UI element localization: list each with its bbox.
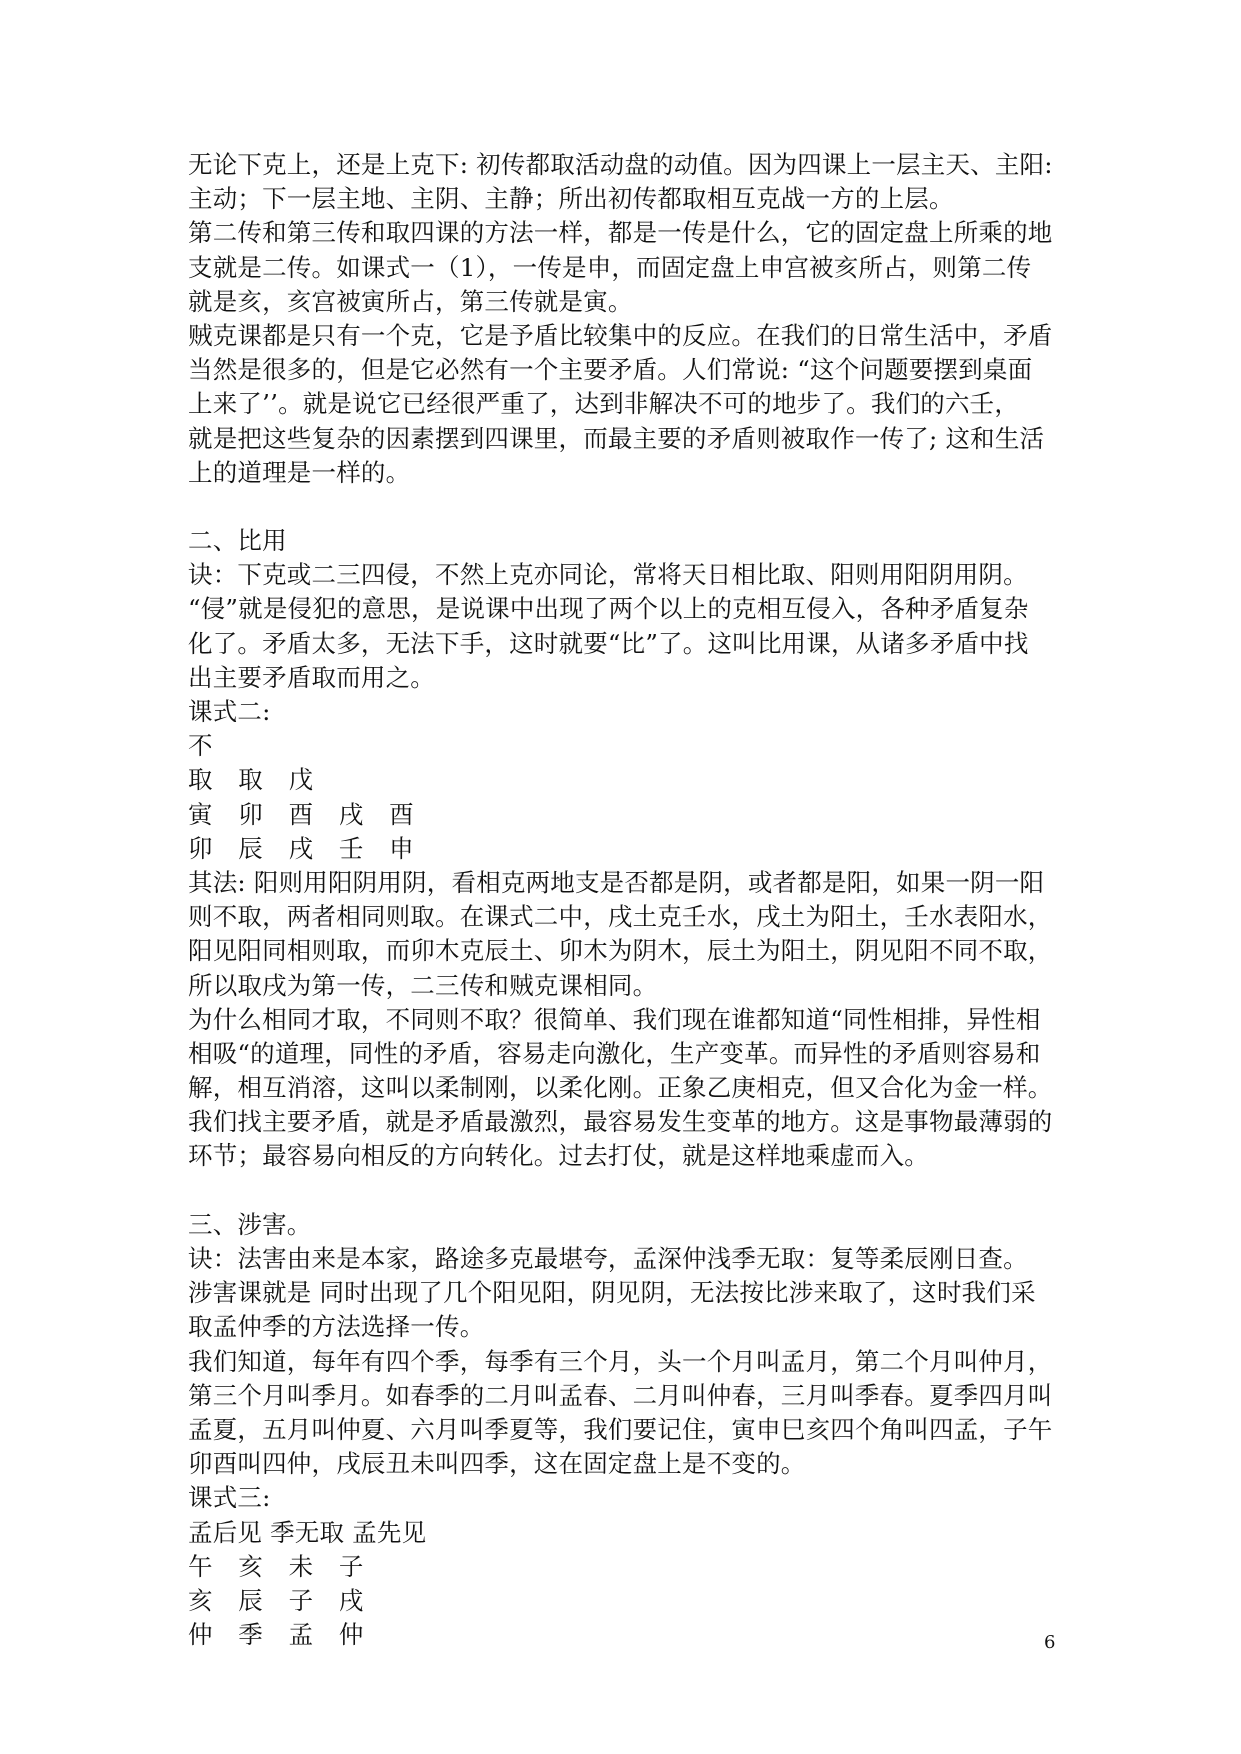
text-line: 则不取，两者相同则取。在课式二中，戌土克壬水，戌土为阳土，壬水表阳水， (188, 902, 1053, 932)
text-line: 化了。矛盾太多，无法下手，这时就要“比”了。这叫比用课，从诸多矛盾中找 (188, 628, 1029, 658)
text-line: 孟夏，五月叫仲夏、六月叫季夏等，我们要记住，寅申巳亥四个角叫四孟，子午 (188, 1414, 1053, 1444)
example-label: 课式二: (188, 697, 271, 726)
blank-line (188, 490, 1058, 524)
example-row: 亥 辰 子 戌 (188, 1585, 373, 1615)
text-line: 第三个月叫季月。如春季的二月叫孟春、二月叫仲春，三月叫季春。夏季四月叫 (188, 1380, 1053, 1410)
example-row: 取 取 戊 (188, 765, 323, 795)
text-line: 为什么相同才取，不同则不取？很简单、我们现在谁都知道“同性相排，异性相 (188, 1004, 1041, 1034)
text-line: 相吸“的道理，同性的矛盾，容易走向激化，生产变革。而异性的矛盾则容易和 (188, 1038, 1041, 1068)
example-row: 不 (188, 731, 222, 761)
example-label: 课式三: (188, 1483, 271, 1513)
text-line: 所以取戌为第一传，二三传和贼克课相同。 (188, 970, 658, 1000)
text-line: 无论下克上，还是上克下: 初传都取活动盘的动值。因为四课上一层主天、主阳: (188, 150, 1053, 179)
section-heading-shehai: 三、涉害。 (188, 1209, 312, 1239)
text-line: 卯酉叫四仲，戌辰丑未叫四季，这在固定盘上是不变的。 (188, 1449, 806, 1479)
example-row: 午 亥 未 子 (188, 1551, 373, 1581)
text-line: 诀：下克或二三四侵，不然上克亦同论，常将天日相比取、阳则用阳阴用阴。 (188, 560, 1028, 590)
text-line: 上的道理是一样的。 (188, 457, 411, 487)
text-line: 环节；最容易向相反的方向转化。过去打仗，就是这样地乘虚而入。 (188, 1141, 929, 1171)
text-line: 涉害课就是 同时出现了几个阳见阳，阴见阴，无法按比涉来取了，这时我们采 (188, 1278, 1036, 1308)
text-line: 第二传和第三传和取四课的方法一样，都是一传是什么，它的固定盘上所乘的地 (188, 218, 1053, 248)
text-line: 当然是很多的，但是它必然有一个主要矛盾。人们常说: “这个问题要摆到桌面 (188, 355, 1033, 385)
page-number: 6 (1044, 1632, 1056, 1653)
example-row: 寅 卯 酉 戌 酉 (188, 799, 423, 829)
example-row: 孟后见 季无取 孟先见 (188, 1517, 427, 1547)
example-row: 卯 辰 戌 壬 申 (188, 833, 423, 863)
blank-line (188, 1174, 1058, 1208)
text-line: 就是把这些复杂的因素摆到四课里，而最主要的矛盾则被取作一传了; 这和生活 (188, 423, 1045, 453)
text-line: 我们知道，每年有四个季，每季有三个月，头一个月叫孟月，第二个月叫仲月， (188, 1346, 1053, 1376)
example-row: 仲 季 孟 仲 (188, 1620, 373, 1650)
text-line: 取孟仲季的方法选择一传。 (188, 1312, 485, 1342)
text-line: 其法: 阳则用阳阴用阴，看相克两地支是否都是阴，或者都是阳，如果一阴一阳 (188, 867, 1045, 897)
text-line: 支就是二传。如课式一（1），一传是申，而固定盘上申宫被亥所占，则第二传 (188, 252, 1032, 282)
text-line: 解，相互消溶，这叫以柔制刚，以柔化刚。正象乙庚相克，但又合化为金一样。 (188, 1073, 1053, 1103)
text-line: 诀：法害由来是本家，路途多克最堪夸，孟深仲浅季无取：复等柔辰刚日查。 (188, 1244, 1028, 1273)
text-line: 主动；下一层主地、主阴、主静；所出初传都取相互克战一方的上层。 (188, 184, 954, 214)
text-line: 就是亥，亥宫被寅所占，第三传就是寅。 (188, 286, 633, 316)
document-body (188, 148, 1058, 1652)
text-line: 阳见阳同相则取，而卯木克辰土、卯木为阴木，辰土为阳土，阴见阳不同不取， (188, 936, 1053, 966)
section-heading-biyong: 二、比用 (188, 526, 287, 556)
text-line: 贼克课都是只有一个克，它是予盾比较集中的反应。在我们的日常生活中，矛盾 (188, 320, 1053, 350)
text-line: 我们找主要矛盾，就是矛盾最激烈，最容易发生变革的地方。这是事物最薄弱的 (188, 1107, 1053, 1137)
text-line: 上来了’’。就是说它已经很严重了，达到非解决不可的地步了。我们的六壬， (188, 389, 1020, 419)
text-line: “侵”就是侵犯的意思，是说课中出现了两个以上的克相互侵入，各种矛盾复杂 (188, 594, 1029, 624)
text-line: 出主要矛盾取而用之。 (188, 662, 435, 692)
